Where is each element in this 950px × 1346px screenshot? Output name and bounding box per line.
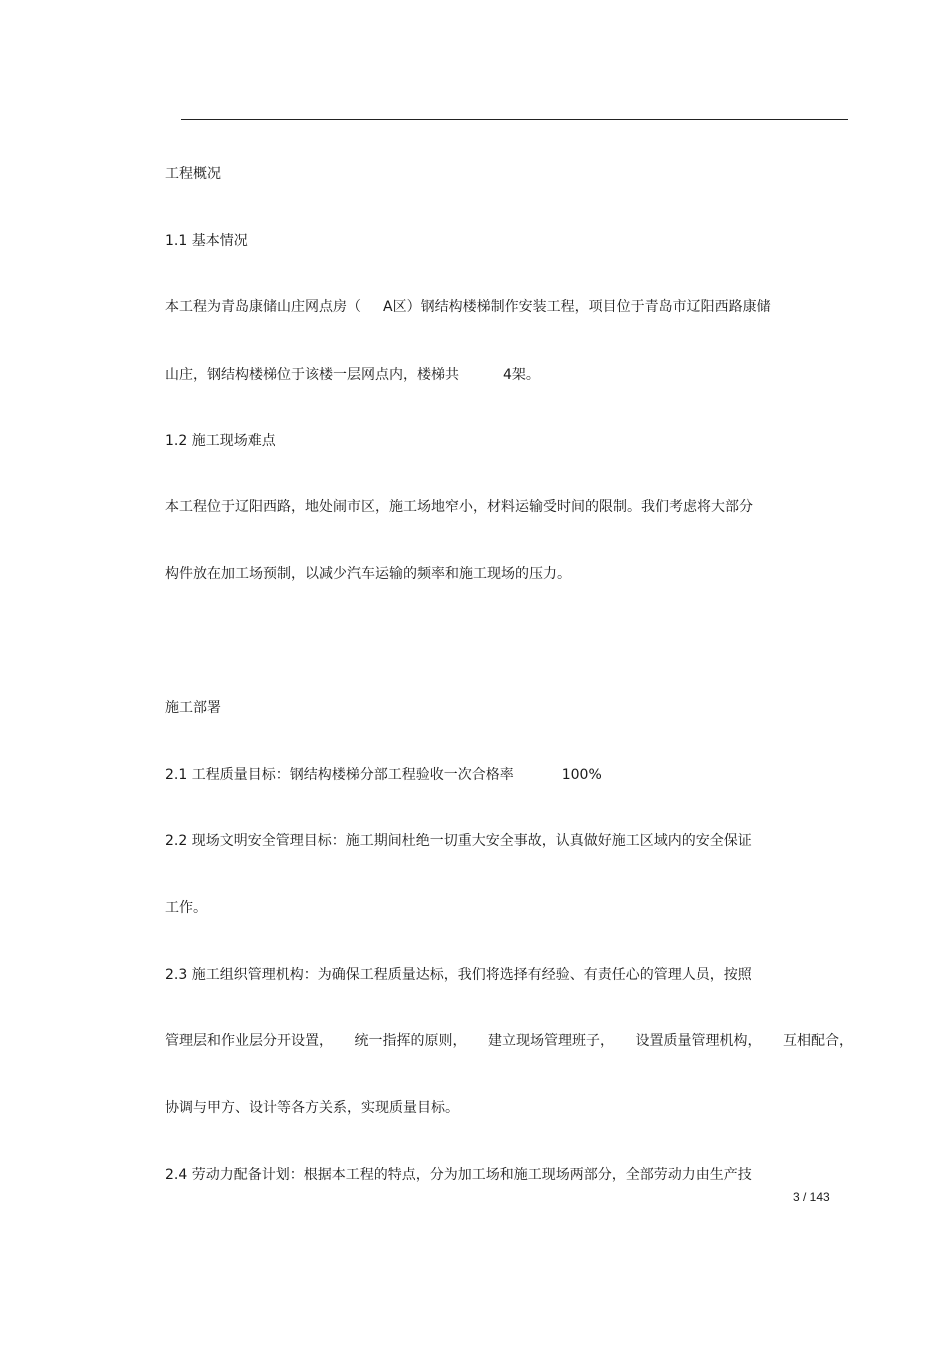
text-segment: A区）钢结构楼梯制作安装工程，项目位于青岛市辽阳西路康储: [383, 299, 771, 315]
paragraph-line: 协调与甲方、设计等各方关系，实现质量目标。: [165, 1100, 459, 1116]
page-number: 3 / 143: [793, 1190, 830, 1204]
text-segment: 管理层和作业层分开设置，: [165, 1033, 333, 1049]
paragraph-line: [165, 766, 602, 784]
paragraph-line: 构件放在加工场预制，以减少汽车运输的频率和施工现场的压力。: [165, 566, 571, 582]
text-segment: 本工程为青岛康储山庄网点房（: [165, 299, 361, 315]
text-segment: 互相配合，: [783, 1033, 853, 1049]
section-heading-deployment: 施工部署: [165, 700, 221, 716]
paragraph-line: [165, 298, 771, 316]
header-rule: [181, 119, 848, 120]
text-segment: 统一指挥的原则，: [354, 1033, 467, 1049]
paragraph-line: 2.2 现场文明安全管理目标：施工期间杜绝一切重大安全事故，认真做好施工区域内的安全保证: [165, 833, 752, 849]
subsection-heading-site-difficulty: 1.2 施工现场难点: [165, 433, 276, 449]
text-segment: 山庄，钢结构楼梯位于该楼一层网点内，楼梯共: [165, 367, 459, 383]
text-segment: 2.1 工程质量目标：钢结构楼梯分部工程验收一次合格率: [165, 767, 514, 783]
text-segment: 4架。: [503, 367, 540, 383]
paragraph-line: 2.3 施工组织管理机构：为确保工程质量达标，我们将选择有经验、有责任心的管理人员，按照: [165, 967, 752, 983]
paragraph-line: 2.4 劳动力配备计划：根据本工程的特点，分为加工场和施工现场两部分，全部劳动力由生产技: [165, 1167, 752, 1183]
paragraph-line: 本工程位于辽阳西路，地处闹市区，施工场地窄小，材料运输受时间的限制。我们考虑将大部分: [165, 499, 753, 515]
justified-line: [165, 1032, 853, 1050]
section-heading-overview: 工程概况: [165, 166, 221, 182]
text-segment: 设置质量管理机构，: [635, 1033, 762, 1049]
paragraph-line: [165, 366, 540, 384]
paragraph-line: [165, 1032, 853, 1050]
paragraph-line: 工作。: [165, 900, 207, 916]
text-segment: 100%: [561, 767, 602, 783]
text-segment: 建立现场管理班子，: [488, 1033, 614, 1049]
subsection-heading-basic-info: 1.1 基本情况: [165, 233, 248, 249]
